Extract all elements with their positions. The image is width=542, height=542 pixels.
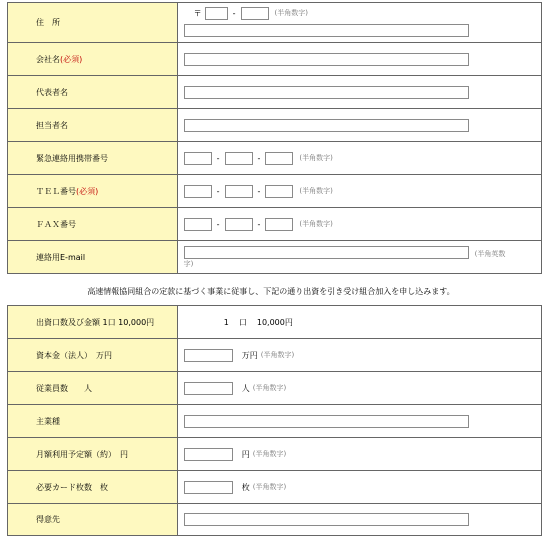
business-type-input[interactable] xyxy=(184,415,469,428)
fax-1-input[interactable] xyxy=(184,218,212,231)
contact-person-label: 担当者名 xyxy=(8,109,178,142)
fax-hint: (半角数字) xyxy=(299,220,333,228)
business-type-label: 主業種 xyxy=(8,405,178,438)
representative-label: 代表者名 xyxy=(8,76,178,109)
tel-row xyxy=(8,175,542,208)
company-row xyxy=(8,43,542,76)
capital-input[interactable] xyxy=(184,349,233,362)
employees-hint: (半角数字) xyxy=(252,384,287,392)
investment-qty: 1 xyxy=(223,317,229,327)
tel-2-input[interactable] xyxy=(225,185,253,198)
employees-unit: 人 xyxy=(241,383,250,393)
employees-input[interactable] xyxy=(184,382,233,395)
fax-label: ＦＡＸ番号 xyxy=(8,208,178,241)
cards-label: 必要カード枚数 枚 xyxy=(8,471,178,504)
tel-3-input[interactable] xyxy=(265,185,293,198)
investment-label: 出資口数及び金額 1口 10,000円 xyxy=(8,306,178,339)
fax-3-input[interactable] xyxy=(265,218,293,231)
capital-label: 資本金（法人） 万円 xyxy=(8,339,178,372)
declaration-text: 高速情報協同組合の定款に基づく事業に従事し、下記の通り出資を引き受け組合加入を申し込みます。 xyxy=(87,287,455,296)
investment-unit: 口 xyxy=(238,317,247,327)
tel-label-text: ＴＥＬ番号 xyxy=(36,186,76,196)
monthly-usage-unit: 円 xyxy=(241,449,250,459)
tel-dash-2: - xyxy=(257,186,261,196)
investment-info-table xyxy=(7,305,542,536)
client-row xyxy=(8,504,542,536)
investment-row xyxy=(8,306,542,339)
capital-row xyxy=(8,339,542,372)
tel-label xyxy=(8,175,178,208)
company-label-text: 会社名 xyxy=(36,54,60,64)
cards-hint: (半角数字) xyxy=(252,483,287,491)
email-hint-1: (半角英数 xyxy=(474,249,506,258)
company-label xyxy=(8,43,178,76)
investment-amount: 10,000円 xyxy=(256,317,293,327)
monthly-usage-row xyxy=(8,438,542,471)
emergency-phone-label: 緊急連絡用携帯番号 xyxy=(8,142,178,175)
emergency-phone-row xyxy=(8,142,542,175)
emergency-phone-1-input[interactable] xyxy=(184,152,212,165)
postal-code-1-input[interactable] xyxy=(205,7,228,20)
client-input[interactable] xyxy=(184,513,469,526)
email-row xyxy=(8,241,542,274)
applicant-info-table xyxy=(7,2,542,274)
email-label: 連絡用E-mail xyxy=(8,241,178,274)
emergency-phone-2-input[interactable] xyxy=(225,152,253,165)
fax-row xyxy=(8,208,542,241)
tel-required-mark: (必須) xyxy=(76,186,99,196)
company-required-mark: (必須) xyxy=(60,54,83,64)
fax-dash-2: - xyxy=(257,219,261,229)
monthly-usage-hint: (半角数字) xyxy=(252,450,287,458)
fax-dash-1: - xyxy=(216,219,220,229)
emergency-phone-dash-2: - xyxy=(257,153,261,163)
employees-row xyxy=(8,372,542,405)
business-type-row xyxy=(8,405,542,438)
capital-unit: 万円 xyxy=(241,350,258,360)
client-label: 得意先 xyxy=(8,504,178,536)
postal-code-2-input[interactable] xyxy=(241,7,269,20)
emergency-phone-3-input[interactable] xyxy=(265,152,293,165)
email-hint-2: 字) xyxy=(183,259,194,268)
monthly-usage-input[interactable] xyxy=(184,448,233,461)
representative-row xyxy=(8,76,542,109)
postal-hint: (半角数字) xyxy=(274,9,308,17)
emergency-phone-dash-1: - xyxy=(216,153,220,163)
tel-dash-1: - xyxy=(216,186,220,196)
contact-person-input[interactable] xyxy=(184,119,469,132)
address-label: 住 所 xyxy=(8,3,178,43)
employees-label: 従業員数 人 xyxy=(8,372,178,405)
contact-person-row xyxy=(8,109,542,142)
fax-2-input[interactable] xyxy=(225,218,253,231)
cards-unit: 枚 xyxy=(241,482,250,492)
email-input[interactable] xyxy=(184,246,469,259)
company-input[interactable] xyxy=(184,53,469,66)
address-row xyxy=(8,3,542,43)
postal-mark: 〒 xyxy=(193,8,202,18)
postal-dash: - xyxy=(232,8,236,18)
cards-input[interactable] xyxy=(184,481,233,494)
representative-input[interactable] xyxy=(184,86,469,99)
emergency-phone-hint: (半角数字) xyxy=(299,154,333,162)
capital-hint: (半角数字) xyxy=(260,351,295,359)
tel-hint: (半角数字) xyxy=(299,187,333,195)
cards-row xyxy=(8,471,542,504)
tel-1-input[interactable] xyxy=(184,185,212,198)
address-input[interactable] xyxy=(184,24,469,37)
monthly-usage-label: 月額利用予定額（約） 円 xyxy=(8,438,178,471)
